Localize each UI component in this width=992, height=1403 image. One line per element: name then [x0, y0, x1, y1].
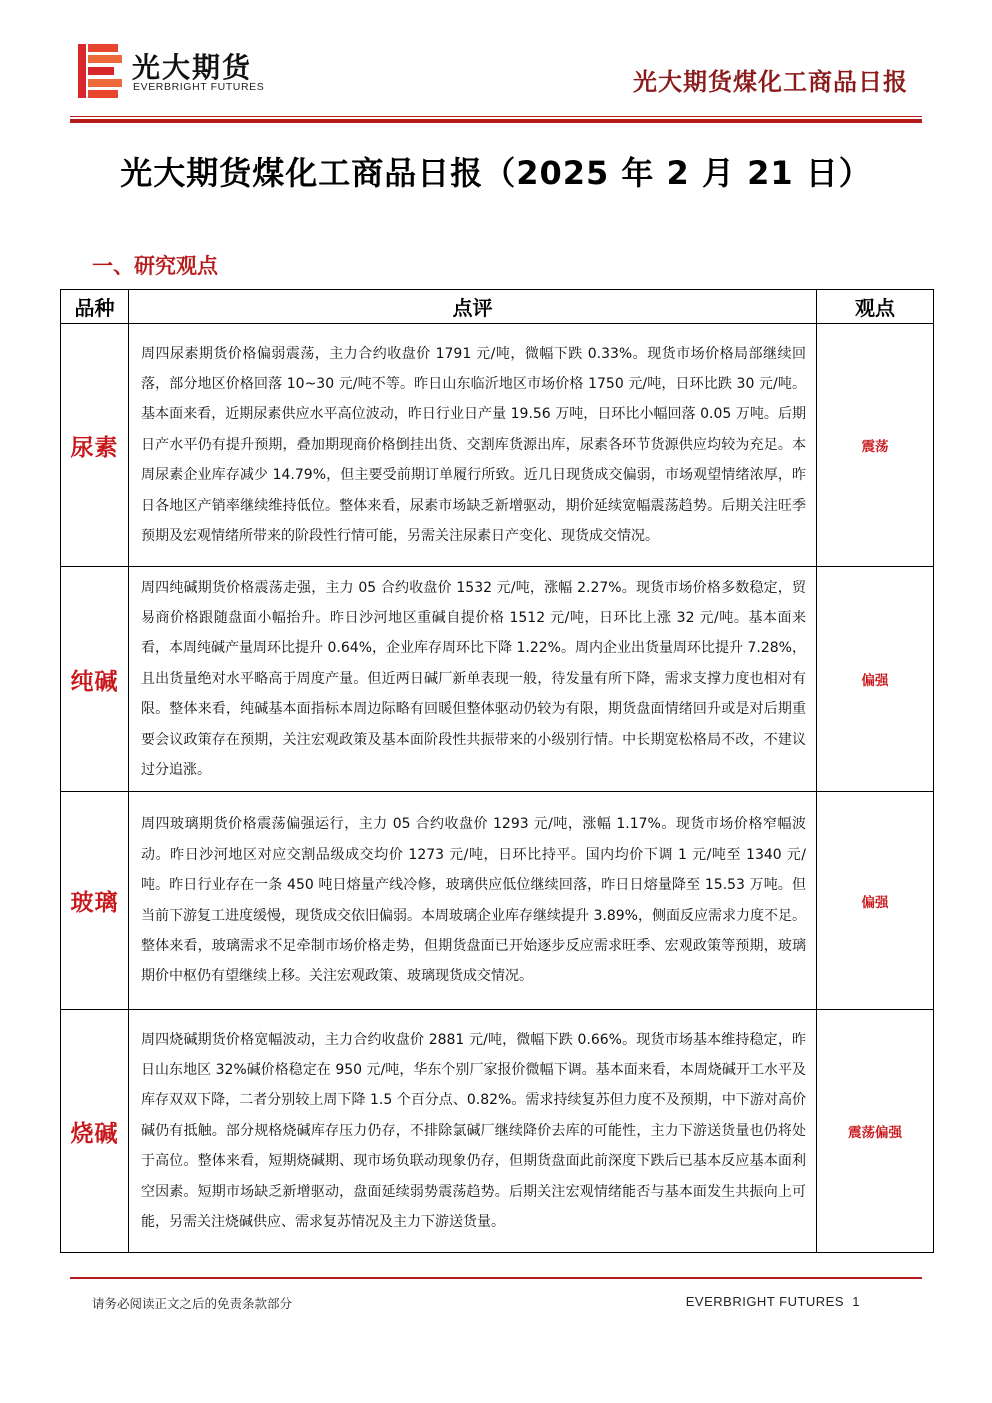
footer-brand-page	[686, 1294, 860, 1309]
logo-english-name: EVERBRIGHT FUTURES	[133, 81, 265, 93]
view-cell: 偏强	[817, 567, 934, 792]
header-variety: 品种	[61, 290, 129, 324]
header-comment: 点评	[129, 290, 817, 324]
view-cell: 震荡偏强	[817, 1010, 934, 1253]
comment-cell: 周四纯碱期货价格震荡走强，主力 05 合约收盘价 1532 元/吨，涨幅 2.27%。现货市场价格多数稳定，贸易商价格跟随盘面小幅抬升。昨日沙河地区重碱自提价格 1512 元/吨，日环比上涨 32 元/吨。基本面来看，本周纯碱产量周环比提升 0.64%，企业库存周环比下降 1.22%。周内企业出货量周环比提升 7.28%，且出货量绝对水平略高于周度产量。但近两日碱厂新单表现一般，待发量有所下降，需求支撑力度也相对有限。整体来看，纯碱基本面指标本周边际略有回暖但整体驱动仍较为有限，期货盘面情绪回升或是对后期重要会议政策存在预期，关注宏观政策及基本面阶段性共振带来的小级别行情。中长期宽松格局不改，不建议过分追涨。	[129, 567, 817, 792]
variety-cell: 纯碱	[61, 567, 129, 792]
logo-chinese-name: 光大期货	[132, 51, 253, 84]
page-number: 1	[852, 1294, 860, 1309]
comment-cell: 周四玻璃期货价格震荡偏强运行，主力 05 合约收盘价 1293 元/吨，涨幅 1.17%。现货市场价格窄幅波动。昨日沙河地区对应交割品级成交均价 1273 元/吨，日环比持平。国内均价下调 1 元/吨至 1340 元/吨。昨日行业存在一条 450 吨日熔量产线冷修，玻璃供应低位继续回落，昨日日熔量降至 15.53 万吨。但当前下游复工进度缓慢，现货成交依旧偏弱。本周玻璃企业库存继续提升 3.89%，侧面反应需求力度不足。整体来看，玻璃需求不足牵制市场价格走势，但期货盘面已开始逐步反应需求旺季、宏观政策等预期，玻璃期价中枢仍有望继续上移。关注宏观政策、玻璃现货成交情况。	[129, 792, 817, 1010]
document-title: 光大期货煤化工商品日报（2025 年 2 月 21 日）	[120, 154, 872, 192]
footer-brand: EVERBRIGHT FUTURES	[685, 1294, 845, 1309]
header-report-title: 光大期货煤化工商品日报	[633, 68, 908, 96]
research-views-table	[60, 289, 934, 1253]
table-row-caustic-soda	[61, 1010, 934, 1253]
everbright-logo-icon	[78, 44, 122, 98]
section-heading: 一、研究观点	[92, 254, 218, 278]
comment-cell: 周四尿素期货价格偏弱震荡，主力合约收盘价 1791 元/吨，微幅下跌 0.33%。现货市场价格局部继续回落，部分地区价格回落 10~30 元/吨不等。昨日山东临沂地区市场价格 1750 元/吨，日环比跌 30 元/吨。基本面来看，近期尿素供应水平高位波动，昨日行业日产量 19.56 万吨，日环比小幅回落 0.05 万吨。后期日产水平仍有提升预期，叠加期现商价格倒挂出货、交割库货源出库，尿素各环节货源供应均较为充足。本周尿素企业库存减少 14.79%，但主要受前期订单履行所致。近几日现货成交偏弱，市场观望情绪浓厚，昨日各地区产销率继续维持低位。整体来看，尿素市场缺乏新增驱动，期价延续宽幅震荡趋势。后期关注旺季预期及宏观情绪所带来的阶段性行情可能，另需关注尿素日产变化、现货成交情况。	[129, 324, 817, 567]
comment-cell: 周四烧碱期货价格宽幅波动，主力合约收盘价 2881 元/吨，微幅下跌 0.66%。现货市场基本维持稳定，昨日山东地区 32%碱价格稳定在 950 元/吨，华东个别厂家报价微幅下调。基本面来看，本周烧碱开工水平及库存双双下降，二者分别较上周下降 1.5 个百分点、0.82%。需求持续复苏但力度不及预期，中下游对高价碱仍有抵触。部分规格烧碱库存压力仍存，不排除氯碱厂继续降价去库的可能性，主力下游送货量也仍将处于高位。整体来看，短期烧碱期、现市场负联动现象仍存，但期货盘面此前深度下跌后已基本反应基本面利空因素。短期市场缺乏新增驱动，盘面延续弱势震荡趋势。后期关注宏观情绪能否与基本面发生共振向上可能，另需关注烧碱供应、需求复苏情况及主力下游送货量。	[129, 1010, 817, 1253]
footer-disclaimer: 请务必阅读正文之后的免责条款部分	[92, 1296, 293, 1311]
view-cell: 震荡	[817, 324, 934, 567]
variety-cell: 尿素	[61, 324, 129, 567]
table-row-glass	[61, 792, 934, 1010]
header-view: 观点	[817, 290, 934, 324]
table-row-soda-ash	[61, 567, 934, 792]
table-header-row	[61, 290, 934, 324]
variety-cell: 烧碱	[61, 1010, 129, 1253]
variety-cell: 玻璃	[61, 792, 129, 1010]
header-divider-thin	[70, 116, 922, 117]
page-header	[0, 0, 992, 130]
table-row-urea	[61, 324, 934, 567]
header-divider-thick	[70, 119, 922, 123]
view-cell: 偏强	[817, 792, 934, 1010]
footer-divider	[70, 1277, 922, 1279]
